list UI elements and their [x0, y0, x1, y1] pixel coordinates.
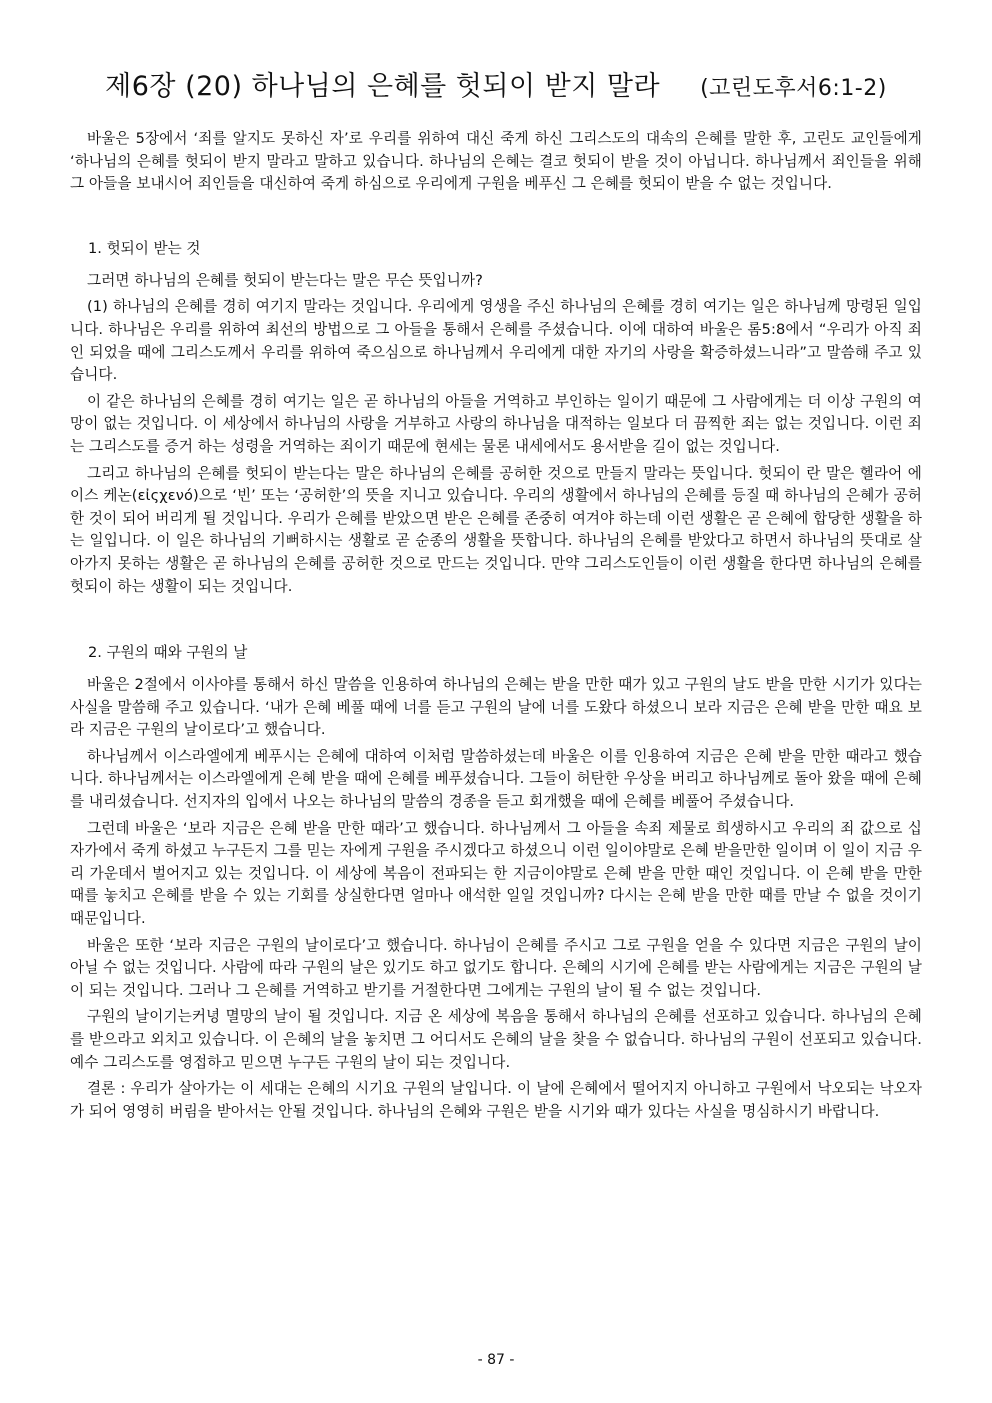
- section-heading-2: 2. 구원의 때와 구원의 날: [88, 644, 248, 662]
- page-number: - 87 -: [477, 1352, 515, 1368]
- conclusion-paragraph: 결론 : 우리가 살아가는 이 세대는 은혜의 시기요 구원의 날입니다. 이 날에 은혜에서 떨어지지 아니하고 구원에서 낙오되는 낙오자가 되어 영영히 버림을 받아서는 안될 것입니다. 하나님의 은혜와 구원은 받을 시기와 때가 있다는 사실을 명심하시기 바랍니다.: [70, 1080, 922, 1120]
- section-2-paragraph: 하나님께서 이스라엘에게 베푸시는 은혜에 대하여 이처럼 말씀하셨는데 바울은 이를 인용하여 지금은 은혜 받을 만한 때라고 했습니다. 하나님께서는 이스라엘에게 은혜 받을 때에 은혜를 베푸셨습니다. 그들이 허탄한 우상을 버리고 하나님께로 돌아 왔을 때에 은혜를 내리셨습니다. 선지자의 입에서 나오는 하나님의 말씀의 경종을 듣고 회개했을 때에 은혜를 베풀어 주셨습니다.: [70, 747, 922, 811]
- section-1-paragraph: 그러면 하나님의 은혜를 헛되이 받는다는 말은 무슨 뜻입니까?: [87, 271, 483, 289]
- section-2-paragraph: 구원의 날이기는커녕 멸망의 날이 될 것입니다. 지금 온 세상에 복음을 통해서 하나님의 은혜를 선포하고 있습니다. 하나님의 은혜를 받으라고 외치고 있습니다. 이 은혜의 날을 놓치면 그 어디서도 은혜의 날을 찾을 수 없습니다. 하나님의 구원이 선포되고 있습니다. 예수 그리스도를 영접하고 믿으면 누구든 구원의 날이 되는 것입니다.: [70, 1008, 922, 1071]
- intro-paragraph: 바울은 5장에서 ‘죄를 알지도 못하신 자’로 우리를 위하여 대신 죽게 하신 그리스도의 대속의 은혜를 말한 후, 고린도 교인들에게 ‘하나님의 은혜를 헛되이 받지 말라고 말하고 있습니다. 하나님의 은혜는 결코 헛되이 받을 것이 아닙니다. 하나님께서 죄인들을 위해 그 아들을 보내시어 죄인들을 대신하여 죽게 하심으로 우리에게 구원을 베푸신 그 은혜를 헛되이 받을 수 없는 것입니다.: [70, 130, 922, 193]
- document-body: [70, 128, 922, 1127]
- section-heading-1: 1. 헛되이 받는 것: [88, 239, 201, 257]
- scripture-reference: (고린도후서6:1-2): [700, 76, 887, 101]
- section-2-paragraph: 그런데 바울은 ‘보라 지금은 은혜 받을 만한 때라’고 했습니다. 하나님께서 그 아들을 속죄 제물로 희생하시고 우리의 죄 값으로 십자가에서 죽게 하셨고 누구든지 그를 믿는 자에게 구원을 주시겠다고 하셨으니 이런 일이야말로 은혜 받을만한 일이며 이 일이 지금 우리 가운데서 벌어지고 있는 것입니다. 이 세상에 복음이 전파되는 한 지금이야말로 은혜 받을 만한 때인 것입니다. 이 은혜 받을 만한 때를 놓치고 은혜를 받을 수 있는 기회를 상실한다면 얼마나 애석한 일일 것입니까? 다시는 은혜 받을 만한 때를 만날 수 없을 것이기 때문입니다.: [70, 819, 922, 928]
- section-1-paragraph: 그리고 하나님의 은혜를 헛되이 받는다는 말은 하나님의 은혜를 공허한 것으로 만들지 말라는 뜻입니다. 헛되이 란 말은 헬라어 에이스 케논(εἰςχενό)으로 ‘빈’ 또는 ‘공허한’의 뜻을 지니고 있습니다. 우리의 생활에서 하나님의 은혜를 등질 때 하나님의 은혜가 공허한 것이 되어 버리게 될 것입니다. 우리가 은혜를 받았으면 받은 은혜를 존중히 여겨야 하는데 이런 생활은 곧 은혜에 합당한 생활을 하는 일입니다. 이 일은 하나님의 기뻐하시는 생활로 곧 순종의 생활을 뜻합니다. 하나님의 은혜를 받았다고 하면서 하나님의 뜻대로 살아가지 못하는 생활은 곧 하나님의 은혜를 공허한 것으로 만드는 것입니다. 만약 그리스도인들이 이런 생활을 한다면 하나님의 은혜를 헛되이 하는 생활이 되는 것입니다.: [70, 464, 922, 595]
- section-1-paragraph: (1) 하나님의 은혜를 경히 여기지 말라는 것입니다. 우리에게 영생을 주신 하나님의 은혜를 경히 여기는 일은 하나님께 망령된 일입니다. 하나님은 우리를 위하여 최선의 방법으로 그 아들을 통해서 은혜를 주셨습니다. 이에 대하여 바울은 롬5:8에서 “우리가 아직 죄인 되었을 때에 그리스도께서 우리를 위하여 죽으심으로 하나님께서 우리에게 대한 자기의 사랑을 확증하셨느니라”고 말씀해 주고 있습니다.: [70, 298, 922, 384]
- chapter-title: 제6장 (20) 하나님의 은혜를 헛되이 받지 말라: [105, 71, 661, 102]
- section-2-paragraph: 바울은 2절에서 이사야를 통해서 하신 말씀을 인용하여 하나님의 은혜는 받을 만한 때가 있고 구원의 날도 받을 만한 시기가 있다는 사실을 말씀해 주고 있습니다. ‘내가 은혜 베풀 때에 너를 듣고 구원의 날에 너를 도왔다 하셨으니 보라 지금은 은혜 받을 만한 때요 보라 지금은 구원의 날이로다’고 했습니다.: [70, 676, 922, 739]
- section-1-paragraph: 이 같은 하나님의 은혜를 경히 여기는 일은 곧 하나님의 아들을 거역하고 부인하는 일이기 때문에 그 사람에게는 더 이상 구원의 여망이 없는 것입니다. 이 세상에서 하나님의 사랑을 거부하고 사랑의 하나님을 대적하는 일보다 더 끔찍한 죄는 없는 것입니다. 이런 죄는 그리스도를 증거 하는 성령을 거역하는 죄이기 때문에 현세는 물론 내세에서도 용서받을 길이 없는 것입니다.: [70, 392, 922, 455]
- page-title: [0, 64, 992, 103]
- section-2-paragraph: 바울은 또한 ‘보라 지금은 구원의 날이로다’고 했습니다. 하나님이 은혜를 주시고 그로 구원을 얻을 수 있다면 지금은 구원의 날이 아닐 수 없는 것입니다. 사람에 따라 구원의 날은 있기도 하고 없기도 합니다. 은혜의 시기에 은혜를 받는 사람에게는 지금은 구원의 날이 되는 것입니다. 그러나 그 은혜를 거역하고 받기를 거절한다면 그에게는 구원의 날이 될 수 없는 것입니다.: [70, 936, 922, 999]
